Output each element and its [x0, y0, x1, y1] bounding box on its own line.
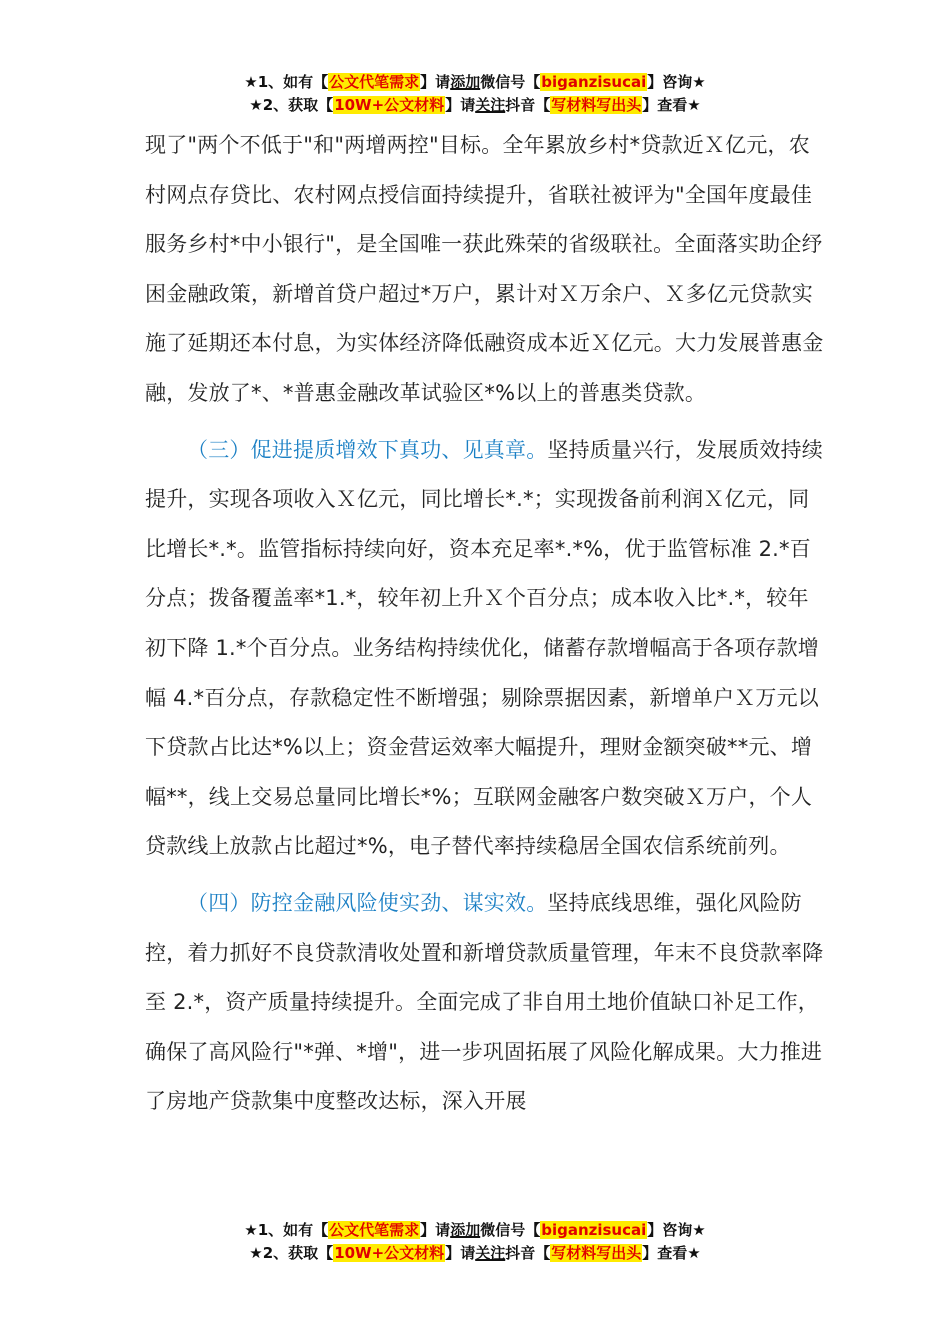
banner-text: 微信号【 — [480, 73, 541, 91]
banner-text: ★2、获取【 — [249, 96, 334, 114]
banner-line-1 — [0, 71, 950, 94]
highlight-service: 公文代笔需求 — [329, 1221, 420, 1239]
section-heading: （三）促进提质增效下真功、见真章。 — [187, 437, 548, 462]
highlight-wechat-id: biganzisucai — [541, 1221, 647, 1239]
banner-text: 抖音【 — [505, 96, 551, 114]
banner-text: 】咨询★ — [647, 1221, 706, 1239]
banner-text: 】查看★ — [642, 96, 701, 114]
banner-text: 】请 — [420, 73, 451, 91]
highlight-service: 公文代笔需求 — [329, 73, 420, 91]
document-body — [145, 121, 827, 1127]
header-banner — [0, 71, 950, 117]
section-heading: （四）防控金融风险使实劲、谋实效。 — [187, 890, 548, 915]
banner-text: ★1、如有【 — [244, 1221, 329, 1239]
banner-line-2 — [0, 1242, 950, 1265]
highlight-materials: 10W+公文材料 — [334, 1244, 445, 1262]
banner-text: 抖音【 — [505, 1244, 551, 1262]
underlined-text: 添加 — [450, 73, 481, 91]
highlight-materials: 10W+公文材料 — [334, 96, 445, 114]
banner-text: 】请 — [420, 1221, 451, 1239]
paragraph-3 — [145, 879, 827, 1127]
paragraph-text: 现了"两个不低于"和"两增两控"目标。全年累放乡村*贷款近Ｘ亿元，农村网点存贷比、农村网点授信面持续提升，省联社被评为"全国年度最佳服务乡村*中小银行"，是全国唯一获此殊荣的省级联社。全面落实助企纾困金融政策，新增首贷户超过*万户，累计对Ｘ万余户、Ｘ多亿元贷款实施了延期还本付息，为实体经济降低融资成本近Ｘ亿元。大力发展普惠金融，发放了*、*普惠金融改革试验区*%以上的普惠类贷款。 — [145, 133, 824, 405]
banner-text: 】请 — [445, 96, 476, 114]
paragraph-text: 坚持底线思维，强化风险防控，着力抓好不良贷款清收处置和新增贷款质量管理，年末不良贷款率降至 2.*，资产质量持续提升。全面完成了非自用土地价值缺口补足工作，确保了高风险行"*弹、*增"，进一步巩固拓展了风险化解成果。大力推进了房地产贷款集中度整改达标，深入开展 — [145, 890, 824, 1114]
highlight-wechat-id: biganzisucai — [541, 73, 647, 91]
paragraph-text: 坚持质量兴行，发展质效持续提升，实现各项收入Ｘ亿元，同比增长*.*；实现拨备前利润Ｘ亿元，同比增长*.*。监管指标持续向好，资本充足率*.*%，优于监管标准 2.*百分点；拨备覆盖率*1.*，较年初上升Ｘ个百分点；成本收入比*.*，较年初下降 1.*个百分点。业务结构持续优化，储蓄存款增幅高于各项存款增幅 4.*百分点，存款稳定性不断增强；剔除票据因素，新增单户Ｘ万元以下贷款占比达*%以上；资金营运效率大幅提升，理财金额突破**元、增幅**，线上交易总量同比增长*%；互联网金融客户数突破Ｘ万户，个人贷款线上放款占比超过*%，电子替代率持续稳居全国农信系统前列。 — [145, 437, 824, 859]
paragraph-2 — [145, 426, 827, 872]
banner-line-2 — [0, 94, 950, 117]
banner-text: 】请 — [445, 1244, 476, 1262]
banner-text: 】查看★ — [642, 1244, 701, 1262]
highlight-douyin-account: 写材料写出头 — [551, 1244, 642, 1262]
footer-banner — [0, 1219, 950, 1265]
banner-text: 】咨询★ — [647, 73, 706, 91]
underlined-text: 关注 — [475, 96, 506, 114]
banner-line-1 — [0, 1219, 950, 1242]
highlight-douyin-account: 写材料写出头 — [551, 96, 642, 114]
banner-text: 微信号【 — [480, 1221, 541, 1239]
underlined-text: 添加 — [450, 1221, 481, 1239]
banner-text: ★2、获取【 — [249, 1244, 334, 1262]
banner-text: ★1、如有【 — [244, 73, 329, 91]
paragraph-1 — [145, 121, 827, 419]
underlined-text: 关注 — [475, 1244, 506, 1262]
